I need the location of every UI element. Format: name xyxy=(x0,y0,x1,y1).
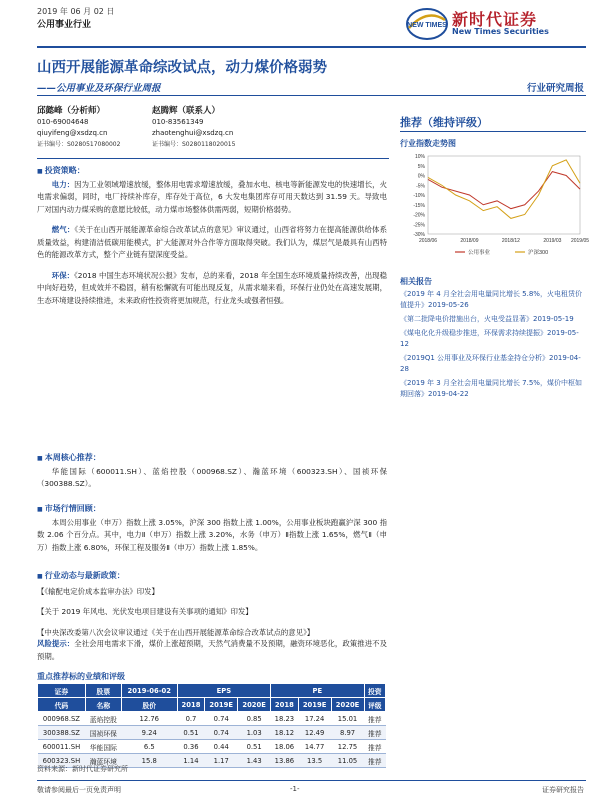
rating: 推荐（维持评级） xyxy=(400,116,488,129)
table-header-row xyxy=(38,698,386,712)
analyst-divider xyxy=(37,158,389,159)
table-cell: 1.03 xyxy=(238,726,271,740)
chart-title: 行业指数走势图 xyxy=(400,139,456,148)
section-heading: ■ 投资策略： xyxy=(37,165,387,179)
y-tick-label: -30% xyxy=(413,232,425,238)
footer-disclaimer: 敬请参阅最后一页免责声明 xyxy=(37,786,121,794)
table-header-cell: 2018 xyxy=(271,698,299,712)
table-cell: 17.24 xyxy=(298,712,331,726)
report-date: 2019 年 06 月 02 日 xyxy=(37,7,115,16)
analyst-card xyxy=(152,106,235,150)
y-tick-label: -10% xyxy=(413,193,425,199)
related-report-link[interactable]: 《2019Q1 公用事业及环保行业基金持仓分析》2019-04-28 xyxy=(400,354,581,373)
analyst-email[interactable]: zhaotenghui@xsdzq.cn xyxy=(152,129,234,137)
analyst-card xyxy=(37,106,120,150)
table-cell: 11.05 xyxy=(331,754,364,768)
core-recommendation-section xyxy=(37,452,387,491)
y-tick-label: -25% xyxy=(413,222,425,229)
index-trend-chart xyxy=(400,150,590,260)
x-tick-label: 2018/09 xyxy=(460,238,479,244)
table-header-cell: 2019-06-02 xyxy=(121,684,177,698)
table-row xyxy=(38,726,386,740)
table-cell: 推荐 xyxy=(364,726,386,740)
table-cell: 12.75 xyxy=(331,740,364,754)
table-cell: 15.01 xyxy=(331,712,364,726)
x-tick-label: 2018/06 xyxy=(418,238,438,244)
logo-emblem-icon xyxy=(405,6,449,42)
table-header-cell: 2018 xyxy=(177,698,205,712)
table-cell: 0.36 xyxy=(177,740,205,754)
table-cell: 推荐 xyxy=(364,712,386,726)
table-row xyxy=(38,712,386,726)
logo-name: 新时代证券 xyxy=(452,10,538,29)
y-tick-label: -15% xyxy=(413,202,425,209)
risk-section xyxy=(37,638,387,663)
table-cell: 15.8 xyxy=(121,754,177,768)
power-text: 因为工业领域增速放缓，整体用电需求增速放缓，叠加水电、核电等新能源发电的快速增长，火电需求偏弱，同时，电厂持续补库存，库存处于高位，6 大发电集团库存可用天数达到 31.59 天。导致电厂对国内动力煤采购的意愿比较低，动力煤市场整体供需两弱，短期价格弱势。 xyxy=(37,179,387,214)
investment-strategy-section xyxy=(37,165,387,307)
env-text: 《2018 中国生态环境状况公报》发布，总的来看，2018 年全国生态环境质量持续改善，出现稳中向好趋势，但成效并不稳固，稍有松懈就有可能出现反复，从需求端来看，环保行业仍处在高速发展期，生态环境建设持续推进，未来政府性投资将更加规范，行业龙头或强者恒强。 xyxy=(37,270,387,305)
table-header-cell: 证券 xyxy=(38,684,86,698)
y-tick-label: 0% xyxy=(417,173,425,180)
industry-news-section xyxy=(37,570,387,639)
table-header-cell: 股价 xyxy=(121,698,177,712)
table-cell: 300388.SZ xyxy=(38,726,86,740)
plot-area xyxy=(428,156,580,234)
table-header-cell: EPS xyxy=(177,684,270,698)
y-tick-label: -5% xyxy=(416,183,425,190)
table-cell: 18.06 xyxy=(271,740,299,754)
related-report-link[interactable]: 《2019 年 3 月全社会用电量同比增长 7.5%，煤价中枢如期回落》2019-04-22 xyxy=(400,379,582,398)
y-tick-label: -20% xyxy=(413,212,425,219)
market-review-text: 本周公用事业（申万）指数上涨 3.05%，沪深 300 指数上涨 1.00%，公用事业板块跑赢沪深 300 指数 2.06 个百分点。其中，电力Ⅱ（申万）指数上涨 3.20%，水务（申万）Ⅱ指数上涨 1.65%，燃气Ⅱ（申万）指数上涨 6.80%，环保工程及服务Ⅱ（申万）指数上涨 1.85%。 xyxy=(37,517,387,552)
recommendation-table xyxy=(37,683,386,768)
analyst-phone: 010-83561349 xyxy=(152,118,204,126)
footer-label: 证券研究报告 xyxy=(542,786,584,794)
section-heading: ■ 本周核心推荐： xyxy=(37,452,387,466)
header-divider xyxy=(37,46,586,48)
table-cell: 13.5 xyxy=(298,754,331,768)
table-header-cell: 投资 xyxy=(364,684,386,698)
market-review-section xyxy=(37,503,387,554)
table-cell: 13.86 xyxy=(271,754,299,768)
table-cell: 蓝焰控股 xyxy=(85,712,121,726)
gas-text: 《关于在山西开展能源革命综合改革试点的意见》审议通过，山西省将努力在提高能源供给体系质量效益，构建清洁低碳用能模式，扩大能源对外合作等方面取得突破。我们认为，煤层气是最具有山西特色的能源改革方式，整个产业链有望深度受益。 xyxy=(37,225,387,259)
table-cell: 600323.SH xyxy=(38,754,86,768)
table-header-row xyxy=(38,684,386,698)
table-cell: 0.51 xyxy=(238,740,271,754)
table-cell: 0.85 xyxy=(238,712,271,726)
table-cell: 0.44 xyxy=(205,740,238,754)
footer-divider xyxy=(37,780,586,781)
table-cell: 8.97 xyxy=(331,726,364,740)
series-line-0 xyxy=(428,172,580,209)
related-reports-title: 相关报告 xyxy=(400,277,432,286)
table-source: 资料来源：新时代证券研究所 xyxy=(37,765,128,773)
series-line-1 xyxy=(428,160,580,219)
section-heading: ■ 市场行情回顾： xyxy=(37,503,387,517)
gas-keyword: 燃气： xyxy=(51,225,75,234)
analyst-name: 邱懿峰（分析师） xyxy=(37,106,106,116)
analyst-email[interactable]: qiuyifeng@xsdzq.cn xyxy=(37,129,108,137)
table-header-cell: 2019E xyxy=(205,698,238,712)
table-cell: 推荐 xyxy=(364,740,386,754)
legend-label: 沪深300 xyxy=(528,250,549,256)
page-number: -1- xyxy=(290,785,300,793)
x-tick-label: 2019/05 xyxy=(570,238,590,244)
analyst-license: 证书编号：S0280118020015 xyxy=(152,141,236,148)
logo-english-name: New Times Securities xyxy=(452,27,549,36)
analyst-name: 赵腾辉（联系人） xyxy=(152,106,221,116)
table-cell: 14.77 xyxy=(298,740,331,754)
y-tick-label: 10% xyxy=(414,154,425,160)
rating-divider xyxy=(400,131,586,132)
table-cell: 600011.SH xyxy=(38,740,86,754)
table-header-cell: 2020E xyxy=(238,698,271,712)
report-title: 山西开展能源革命综改试点，动力煤价格弱势 xyxy=(37,60,327,76)
risk-keyword: 风险提示： xyxy=(37,639,75,648)
legend-label: 公用事业 xyxy=(468,250,491,256)
table-header-cell: 名称 xyxy=(85,698,121,712)
table-header-cell: 代码 xyxy=(38,698,86,712)
table-title: 重点推荐标的业绩和评级 xyxy=(37,672,125,681)
power-keyword: 电力： xyxy=(51,179,75,189)
table-header-cell: PE xyxy=(271,684,364,698)
table-cell: 国祯环保 xyxy=(85,726,121,740)
risk-text: 全社会用电需求下滑，煤价上涨超预期，天然气消费量不及预期，融资环境恶化，政策推进不及预期。 xyxy=(37,639,387,661)
news-item: 【中央深改委第八次会议审议通过《关于在山西开展能源革命综合改革试点的意见》】 xyxy=(37,627,315,637)
risk-paragraph xyxy=(37,638,387,663)
table-cell: 0.7 xyxy=(177,712,205,726)
x-tick-label: 2018/12 xyxy=(501,238,520,244)
report-type: 行业研究周报 xyxy=(526,83,584,94)
table-row xyxy=(38,740,386,754)
table-cell: 0.74 xyxy=(205,726,238,740)
report-subtitle: ——公用事业及环保行业周报 xyxy=(37,83,161,94)
y-tick-label: 5% xyxy=(417,163,425,170)
analyst-license: 证书编号：S0280517080002 xyxy=(37,141,121,148)
table-cell: 1.43 xyxy=(238,754,271,768)
logo-mark-text: NEW TIMES xyxy=(407,22,447,29)
table-cell: 6.5 xyxy=(121,740,177,754)
table-header-cell: 2020E xyxy=(331,698,364,712)
core-recommendation-text: 华能国际（600011.SH）、蓝焰控股（000968.SZ）、瀚蓝环境（600323.SH）、国祯环保（300388.SZ）。 xyxy=(37,466,387,488)
table-cell: 华能国际 xyxy=(85,740,121,754)
table-cell: 推荐 xyxy=(364,754,386,768)
table-cell: 0.74 xyxy=(205,712,238,726)
related-report-link[interactable]: 《2019 年 4 月全社会用电量同比增长 5.8%，火电租赁价值提升》2019-05-26 xyxy=(400,290,582,309)
news-item: 【关于 2019 年风电、光伏发电项目建设有关事项的通知》印发】 xyxy=(37,607,253,616)
table-cell: 0.51 xyxy=(177,726,205,740)
table-header-cell: 2019E xyxy=(298,698,331,712)
table-cell: 9.24 xyxy=(121,726,177,740)
table-cell: 000968.SZ xyxy=(38,712,86,726)
table-header-cell: 评级 xyxy=(364,698,386,712)
gas-paragraph xyxy=(37,224,387,262)
env-keyword: 环保： xyxy=(51,270,75,280)
table-header-cell: 股票 xyxy=(85,684,121,698)
env-paragraph xyxy=(37,270,387,308)
table-cell: 18.23 xyxy=(271,712,299,726)
table-cell: 瀚蓝环境 xyxy=(85,754,121,768)
analyst-phone: 010-69004648 xyxy=(37,118,89,126)
table-cell: 1.17 xyxy=(205,754,238,768)
table-cell: 12.76 xyxy=(121,712,177,726)
news-item: 【《输配电定价成本监审办法》印发】 xyxy=(37,586,159,596)
section-heading: ■ 行业动态与最新政策： xyxy=(37,570,387,584)
related-report-link[interactable]: 《第二批降电价措施出台，火电受益显著》2019-05-19 xyxy=(400,315,574,323)
related-reports-list xyxy=(400,289,586,403)
table-cell: 18.12 xyxy=(271,726,299,740)
table-cell: 12.49 xyxy=(298,726,331,740)
title-divider xyxy=(37,95,586,96)
related-report-link[interactable]: 《煤电化化升级稳步推进，环保需求持续提振》2019-05-12 xyxy=(400,329,579,348)
x-tick-label: 2019/03 xyxy=(543,238,562,244)
power-paragraph xyxy=(37,179,387,217)
industry-name: 公用事业行业 xyxy=(37,20,92,30)
table-cell: 1.14 xyxy=(177,754,205,768)
